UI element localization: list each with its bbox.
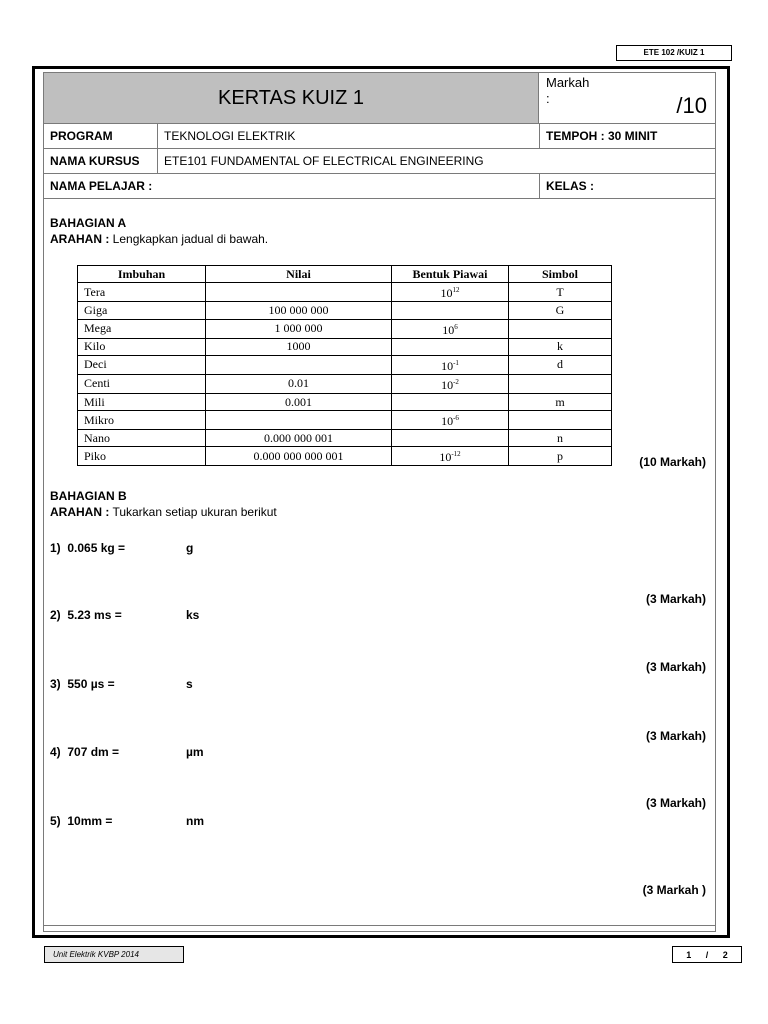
symbol-cell: G (509, 302, 612, 319)
standard-form-base: 10 (441, 414, 454, 429)
student-row (44, 174, 715, 199)
value-cell (206, 355, 392, 374)
value-cell: 0.001 (206, 393, 392, 410)
course-label: NAMA KURSUS (50, 154, 140, 168)
standard-form-base: 10 (440, 286, 453, 301)
standard-form-exponent: -6 (453, 414, 459, 423)
standard-form-exponent: -1 (453, 358, 459, 367)
standard-form-exponent: 12 (452, 286, 460, 295)
course-row (44, 149, 715, 174)
marks-label: Markah : (546, 75, 590, 106)
value-cell: 1 000 000 (206, 319, 392, 338)
prefix-cell: Kilo (78, 338, 206, 355)
symbol-cell (509, 374, 612, 393)
question-2: 2) 5.23 ms = ks (50, 608, 200, 622)
table-header-row (78, 266, 612, 283)
column-header: Bentuk Piawai (392, 266, 509, 283)
section-b-heading: BAHAGIAN B (50, 489, 127, 503)
question-3: 3) 550 µs = s (50, 677, 193, 691)
table-row (78, 283, 612, 302)
table-row (78, 374, 612, 393)
footer-unit: Unit Elektrik KVBP 2014 (44, 946, 184, 963)
symbol-cell (509, 319, 612, 338)
value-cell: 1000 (206, 338, 392, 355)
value-cell: 100 000 000 (206, 302, 392, 319)
standard-form-base: 10 (442, 322, 455, 337)
prefix-table (77, 265, 612, 466)
prefix-cell: Centi (78, 374, 206, 393)
table-row (78, 302, 612, 319)
symbol-cell: n (509, 430, 612, 447)
standard-form-cell (392, 393, 509, 410)
symbol-cell: p (509, 447, 612, 466)
table-row (78, 411, 612, 430)
prefix-cell: Mega (78, 319, 206, 338)
section-a-heading: BAHAGIAN A (50, 216, 127, 230)
document-code: ETE 102 /KUIZ 1 (616, 45, 732, 61)
prefix-cell: Tera (78, 283, 206, 302)
column-header: Nilai (206, 266, 392, 283)
prefix-cell: Nano (78, 430, 206, 447)
standard-form-base: 10 (441, 377, 454, 392)
class-label: KELAS : (546, 179, 594, 193)
prefix-cell: Giga (78, 302, 206, 319)
title-row (44, 73, 715, 124)
column-header: Imbuhan (78, 266, 206, 283)
prefix-cell: Deci (78, 355, 206, 374)
value-cell (206, 283, 392, 302)
section-a-marks: (10 Markah) (639, 455, 706, 469)
standard-form-cell (392, 411, 509, 430)
standard-form-cell (392, 302, 509, 319)
question-4-marks: (3 Markah) (645, 796, 706, 810)
question-4: 4) 707 dm = µm (50, 745, 204, 759)
symbol-cell (509, 411, 612, 430)
table-row (78, 355, 612, 374)
course-value: ETE101 FUNDAMENTAL OF ELECTRICAL ENGINEERING (164, 154, 484, 168)
standard-form-base: 10 (441, 358, 454, 373)
standard-form-cell (392, 374, 509, 393)
form-frame (43, 72, 716, 932)
value-cell: 0.000 000 000 001 (206, 447, 392, 466)
section-a-instruction: ARAHAN : Lengkapkan jadual di bawah. (50, 232, 269, 246)
table-row (78, 447, 612, 466)
standard-form-cell (392, 319, 509, 338)
value-cell: 0.000 000 001 (206, 430, 392, 447)
section-b-instruction: ARAHAN : Tukarkan setiap ukuran berikut (50, 505, 277, 519)
question-3-marks: (3 Markah) (645, 729, 706, 743)
question-1: 1) 0.065 kg = g (50, 541, 194, 555)
question-5-marks: (3 Markah ) (642, 883, 706, 897)
program-value: TEKNOLOGI ELEKTRIK (164, 129, 296, 143)
symbol-cell: d (509, 355, 612, 374)
column-header: Simbol (509, 266, 612, 283)
symbol-cell: m (509, 393, 612, 410)
question-2-marks: (3 Markah) (645, 660, 706, 674)
prefix-cell: Piko (78, 447, 206, 466)
standard-form-cell (392, 430, 509, 447)
table-row (78, 393, 612, 410)
quiz-title: KERTAS KUIZ 1 (44, 73, 539, 123)
symbol-cell: T (509, 283, 612, 302)
value-cell (206, 411, 392, 430)
standard-form-cell (392, 338, 509, 355)
duration: TEMPOH : 30 MINIT (546, 129, 658, 143)
table-row (78, 430, 612, 447)
prefix-cell: Mikro (78, 411, 206, 430)
standard-form-cell (392, 283, 509, 302)
standard-form-exponent: 6 (454, 322, 458, 331)
question-5: 5) 10mm = nm (50, 814, 204, 828)
table-row (78, 319, 612, 338)
prefix-cell: Mili (78, 393, 206, 410)
question-1-marks: (3 Markah) (645, 592, 706, 606)
standard-form-cell (392, 355, 509, 374)
table-row (78, 338, 612, 355)
program-label: PROGRAM (50, 129, 113, 143)
value-cell: 0.01 (206, 374, 392, 393)
program-row (44, 124, 715, 149)
student-name-label: NAMA PELAJAR : (50, 179, 153, 193)
bottom-rule (44, 925, 715, 926)
marks-total: /10 (676, 93, 707, 118)
symbol-cell: k (509, 338, 612, 355)
standard-form-exponent: -12 (451, 450, 461, 459)
standard-form-cell (392, 447, 509, 466)
standard-form-exponent: -2 (453, 377, 459, 386)
page-number: 1 / 2 (672, 946, 742, 963)
standard-form-base: 10 (439, 450, 452, 465)
